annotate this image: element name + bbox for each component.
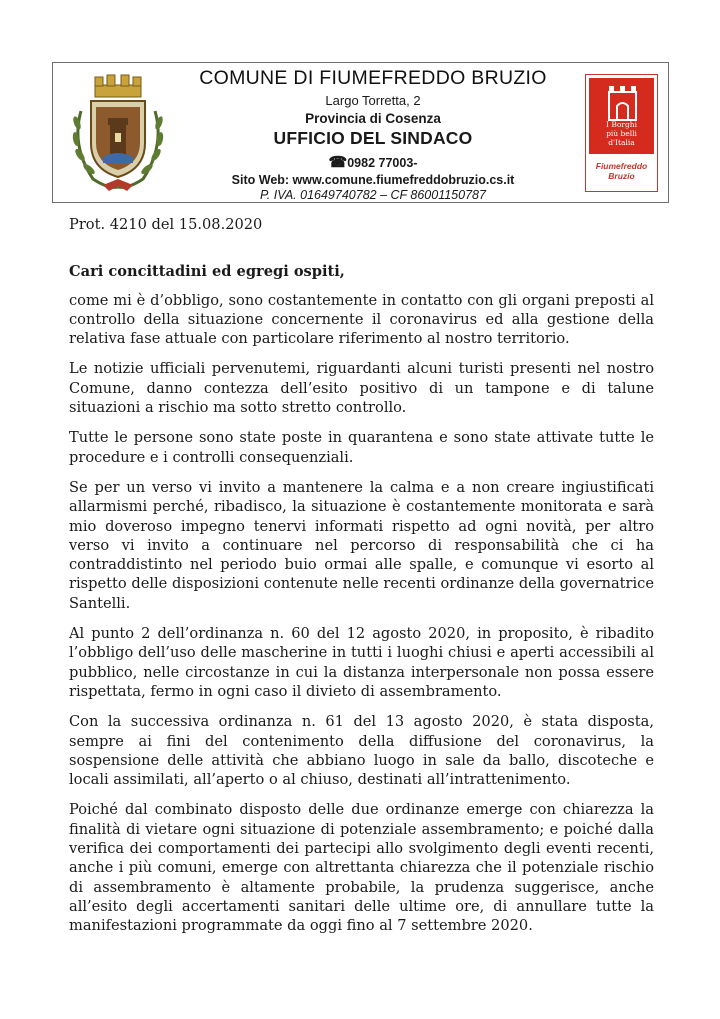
phone-line (173, 153, 573, 171)
ufficio-title: UFFICIO DEL SINDACO (273, 128, 473, 148)
paragraph: Al punto 2 dell’ordinanza n. 60 del 12 agosto 2020, in proposito, è ribadito l’obbligo dell’uso delle mascherine in tutti i luoghi chiusi e aperti accessibili al pubblico, nelle circostanze in cui la distanza interpersonale non possa essere rispettata, fermo in ogni caso il divieto di assembramento. (69, 625, 654, 700)
paragraph: Poiché dal combinato disposto delle due ordinanze emerge con chiarezza la finalità di vietare ogni situazione di potenziale assembramento; e poiché dalla verifica dei comportamenti dei partecipi allo svolgimento degli eventi recenti, anche i più comuni, emerge con altrettanta chiarezza che il potenziale rischio di assembramento è altamente probabile, la prudenza suggerisce, anche all’esito degli accertamenti sanitari delle ultime ore, di annullare tutte la manifestazioni programmate da oggi fino al 7 settembre 2020. (69, 801, 654, 935)
borghi-town-name (586, 161, 657, 181)
telephone-icon: ☎ (328, 154, 348, 171)
address: Largo Torretta, 2 (325, 93, 421, 108)
provincia: Provincia di Cosenza (305, 111, 441, 126)
comune-name: COMUNE DI FIUMEFREDDO BRUZIO (199, 67, 547, 89)
coat-of-arms-icon (63, 71, 173, 195)
salutation: Cari concittadini ed egregi ospiti, (69, 263, 345, 281)
letterhead-text (173, 63, 573, 202)
borghi-town-2: Bruzio (608, 171, 635, 181)
borghi-logo-badge (589, 78, 654, 154)
letterhead (52, 62, 669, 203)
letter-body (69, 215, 654, 936)
paragraph: Con la successiva ordinanza n. 61 del 13 agosto 2020, è stata disposta, sempre ai fini del contenimento della diffusione del coronavirus, la sospensione delle attività che abbiano luogo in sale da ballo, discoteche e locali assimilati, all’aperto o al chiuso, destinati all’intrattenimento. (69, 713, 654, 789)
paragraph: Le notizie ufficiali pervenutemi, riguardanti alcuni turisti presenti nel nostro Comune, danno contezza dell’esito positivo di un tampone e di talune situazioni a rischio ma sotto stretto controllo. (69, 360, 654, 417)
borghi-town-1: Fiumefreddo (595, 161, 648, 171)
borghi-line-2: più belli (606, 129, 637, 138)
borghi-line-3: d'Italia (608, 138, 635, 147)
borghi-logo (585, 74, 658, 192)
paragraph: come mi è d’obbligo, sono costantemente in contatto con gli organi preposti al controllo della situazione concernente il coronavirus ed alla gestione della relativa fase attuale con particolare riferimento al nostro territorio. (69, 291, 654, 348)
website: Sito Web: www.comune.fiumefreddobruzio.cs.it (231, 173, 515, 187)
phone-number: 0982 77003- (347, 156, 418, 170)
castle-icon (589, 80, 656, 122)
piva-cf: P. IVA. 01649740782 – CF 86001150787 (260, 188, 486, 202)
paragraph: Tutte le persone sono state poste in quarantena e sono state attivate tutte le procedure e i controlli consequenziali. (69, 429, 654, 466)
paragraph: Se per un verso vi invito a mantenere la calma e a non creare ingiustificati allarmismi perché, ribadisco, la situazione è costantemente monitorata e sarà mio doveroso impegno tenervi informati rispetto ad ogni novità, per altro verso vi invito a continuare nel percorso di responsabilità che ci ha contraddistinto nel periodo buio ormai alle spalle, e comunque vi esorto al rispetto delle disposizioni contenute nelle recenti ordinanze della governatrice Santelli. (69, 478, 654, 612)
borghi-logo-text (589, 120, 654, 147)
borghi-line-1: I Borghi (606, 120, 637, 129)
protocol-number: Prot. 4210 del 15.08.2020 (69, 216, 263, 233)
